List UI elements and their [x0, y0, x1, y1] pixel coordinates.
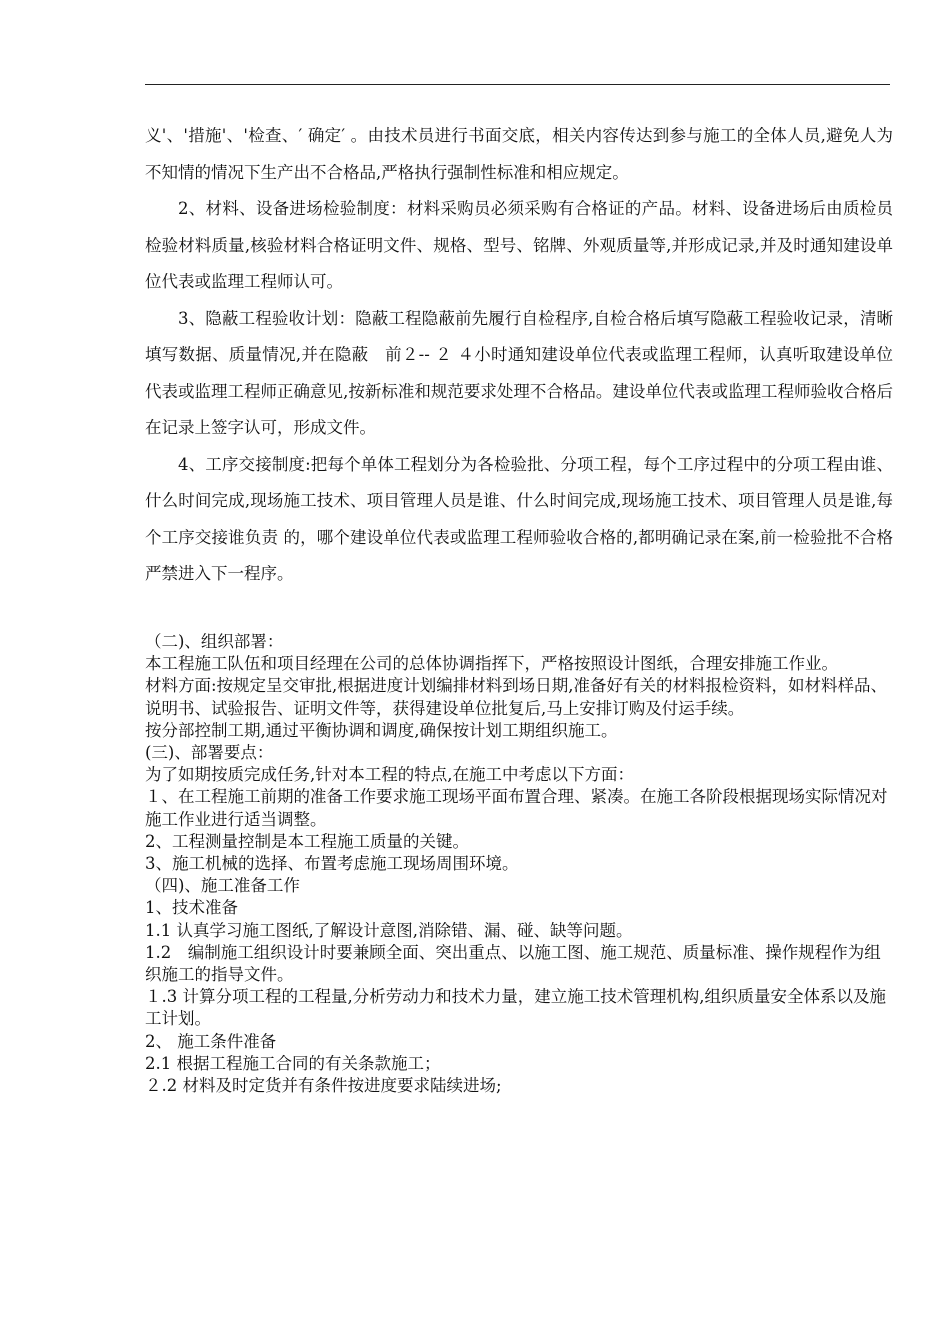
heading-organization: （二)、组织部署：: [145, 632, 284, 651]
list-item: 3、施工机械的选择、布置考虑施工现场周围环境。: [145, 854, 519, 874]
header-rule: [145, 84, 890, 85]
list-item: 2、工程测量控制是本工程施工质量的关键。: [145, 831, 469, 851]
organization-section: [145, 631, 893, 1097]
paragraph-technical-disclosure: 义'、'措施'、'检查、′ 确定′ 。由技术员进行书面交底，相关内容传达到参与施工的全体人员,避免人为不知情的情况下生产出不合格品,严格执行强制性标准和相应规定。: [145, 126, 893, 182]
list-item: １、在工程施工前期的准备工作要求施工现场平面布置合理、紧凑。在施工各阶段根据现场实际情况对施工作业进行适当调整。: [145, 787, 888, 829]
list-item: 1.1 认真学习施工图纸,了解设计意图,消除错、漏、碰、缺等问题。: [145, 920, 633, 940]
heading-preparation: （四)、施工准备工作: [145, 876, 300, 896]
subheading-conditions: 2、 施工条件准备: [145, 1031, 277, 1051]
text-line: 材料方面:按规定呈交审批,根据进度计划编排材料到场日期,准备好有关的材料报检资料，如材料样品、说明书、试验报告、证明文件等，获得建设单位批复后,马上安排订购及付运手续。: [145, 676, 888, 718]
subheading-technical: 1、技术准备: [145, 898, 238, 918]
list-item: 1.2 编制施工组织设计时要兼顾全面、突出重点、以施工图、施工规范、质量标准、操作规程作为组织施工的指导文件。: [145, 942, 881, 985]
text-line: 本工程施工队伍和项目经理在公司的总体协调指挥下，严格按照设计图纸，合理安排施工作业。: [145, 654, 838, 674]
list-item: 2.1 根据工程施工合同的有关条款施工；: [145, 1053, 441, 1073]
paragraph-process-handover: 4、工序交接制度:把每个单体工程划分为各检验批、分项工程，每个工序过程中的分项工程由谁、什么时间完成,现场施工技术、项目管理人员是谁、什么时间完成,现场施工技术、项目管理人员是谁,每个工序交接谁负责 的，哪个建设单位代表或监理工程师验收合格的,都明确记录在案,前一检验批不合格严禁进入下一程序。: [145, 454, 893, 583]
heading-key-points: (三)、部署要点：: [145, 743, 274, 763]
list-item: １.3 计算分项工程的工程量,分析劳动力和技术力量，建立施工技术管理机构,组织质量安全体系以及施工计划。: [145, 987, 886, 1029]
text-line: 为了如期按质完成任务,针对本工程的特点,在施工中考虑以下方面：: [145, 765, 634, 785]
list-item: ２.2 材料及时定货并有条件按进度要求陆续进场;: [145, 1076, 502, 1096]
text-line: 按分部控制工期,通过平衡协调和调度,确保按计划工期组织施工。: [145, 720, 618, 740]
paragraph-concealed-works: 3、隐蔽工程验收计划：隐蔽工程隐蔽前先履行自检程序,自检合格后填写隐蔽工程验收记录，清晰填写数据、质量情况,并在隐蔽 前２-- ２ ４小时通知建设单位代表或监理工程师，认真听取建设单位代表或监理工程师正确意见,按新标准和规范要求处理不合格品。建设单位代表或监理工程师验收合格后在记录上签字认可，形成文件。: [145, 308, 893, 437]
paragraph-material-inspection: 2、材料、设备进场检验制度：材料采购员必须采购有合格证的产品。材料、设备进场后由质检员检验材料质量,核验材料合格证明文件、规格、型号、铭牌、外观质量等,并形成记录,并及时通知建设单位代表或监理工程师认可。: [145, 199, 893, 291]
quality-system-section: [145, 118, 893, 593]
